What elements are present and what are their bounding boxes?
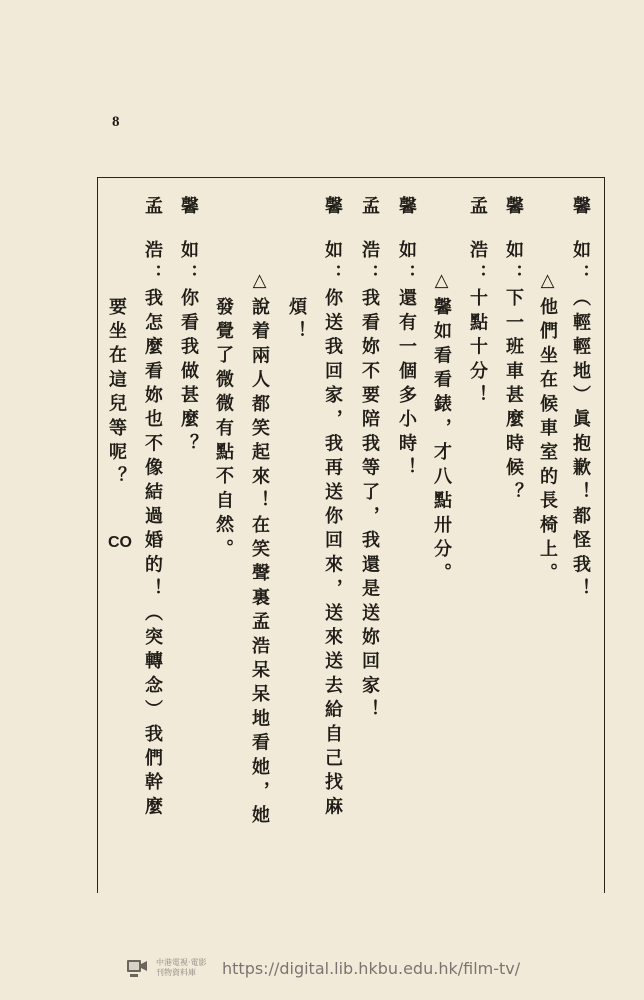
frame-top-rule <box>97 177 604 178</box>
script-line-3-speaker: 馨 <box>503 196 524 236</box>
script-line-8-speaker: 馨 <box>322 196 343 236</box>
archive-url-link[interactable]: https://digital.lib.hkbu.edu.hk/film-tv/ <box>222 958 521 978</box>
script-line-4-speaker: 孟 <box>467 196 488 236</box>
script-line-4: 浩：十點十分！ <box>467 240 488 410</box>
script-line-6: 如：還有一個多小時！ <box>396 240 417 482</box>
script-line-7-speaker: 孟 <box>359 196 380 236</box>
script-line-13-speaker: 孟 <box>142 196 163 236</box>
script-line-1: 如：（輕輕地）眞抱歉！都怪我！ <box>570 240 591 603</box>
script-line-2: △他們坐在候車室的長椅上。 <box>537 270 558 588</box>
script-line-12: 如：你看我做甚麼？ <box>178 240 199 458</box>
script-line-3: 如：下一班車甚麼時候？ <box>503 240 524 507</box>
page-number: 8 <box>112 114 120 130</box>
margin-marker: CO <box>108 534 132 551</box>
footer-watermark <box>124 951 544 985</box>
archive-logo-text: 中港電視·電影刊物資料庫 <box>156 958 207 977</box>
script-line-5: △馨如看看錶，才八點卅分。 <box>431 270 452 588</box>
script-line-11: 發覺了微微有點不自然。 <box>213 297 234 564</box>
script-line-1-speaker: 馨 <box>570 196 591 236</box>
script-line-10: △說着兩人都笑起來！在笑聲裏孟浩呆呆地看她，她 <box>249 270 270 830</box>
script-line-14: 要坐在這兒等呢？ <box>106 297 127 491</box>
script-line-6-speaker: 馨 <box>396 196 417 236</box>
script-line-12-speaker: 馨 <box>178 196 199 236</box>
archive-logo-icon <box>124 955 150 981</box>
frame-right-rule <box>604 177 605 893</box>
script-line-7: 浩：我看妳不要陪我等了，我還是送妳回家！ <box>359 240 380 724</box>
script-line-13: 浩：我怎麼看妳也不像結過婚的！（突轉念）我們幹麼 <box>142 240 163 821</box>
script-line-8: 如：你送我回家，我再送你回來，送來送去給自己找麻 <box>322 240 343 821</box>
script-line-9: 煩！ <box>286 297 307 346</box>
frame-left-rule <box>97 177 98 893</box>
